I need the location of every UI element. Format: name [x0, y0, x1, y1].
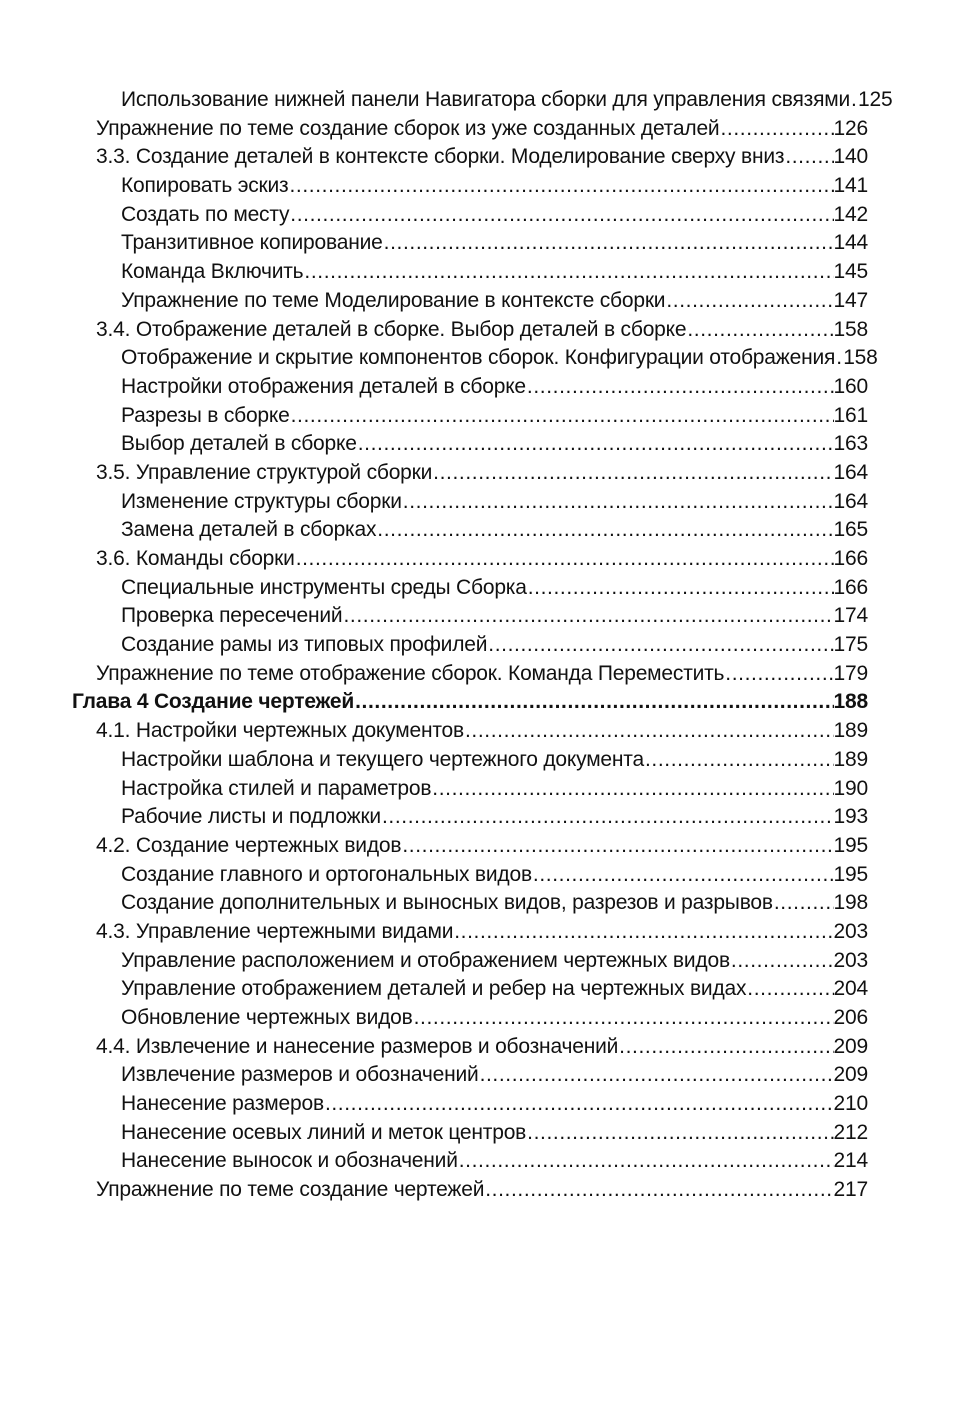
toc-subsection-entry — [0, 889, 868, 918]
toc-entry-page-number: 164 — [833, 460, 868, 484]
toc-dot-leader — [850, 86, 858, 115]
toc-dot-leader — [288, 172, 833, 201]
toc-entry-page-number: 193 — [833, 805, 868, 829]
toc-entry-title: Извлечение размеров и обозначений — [121, 1063, 479, 1087]
toc-entry-page-number: 204 — [833, 977, 868, 1001]
toc-subsection-entry — [0, 516, 868, 545]
toc-entry-page-number: 166 — [833, 547, 868, 570]
toc-entry-title: Упражнение по теме Моделирование в контексте сборки — [121, 288, 666, 312]
toc-dot-leader — [431, 775, 833, 804]
toc-entry-page-number: 166 — [833, 575, 868, 599]
toc-subsection-entry — [0, 201, 868, 230]
toc-entry-page-number: 158 — [833, 317, 868, 341]
toc-entry-title: Настройки шаблона и текущего чертежного документа — [121, 747, 644, 771]
toc-entry-title: Изменение структуры сборки — [121, 489, 402, 513]
toc-entry-title: Нанесение осевых линий и меток центров — [121, 1120, 527, 1144]
toc-entry-page-number: 163 — [833, 432, 868, 456]
toc-entry-title: 3.3. Создание деталей в контексте сборки. Моделирование сверху вниз — [96, 145, 785, 169]
toc-entry-title: Управление расположением и отображением чертежных видов — [121, 948, 730, 972]
toc-dot-leader — [730, 947, 834, 976]
toc-entry-title: Использование нижней панели Навигатора сборки для управления связями — [121, 88, 851, 111]
toc-dot-leader — [644, 746, 834, 775]
toc-dot-leader — [357, 430, 834, 459]
toc-entry-page-number: 195 — [833, 862, 868, 886]
toc-dot-leader — [413, 1004, 834, 1033]
toc-section-entry — [0, 1033, 868, 1062]
toc-entry-title: Упражнение по теме отображение сборок. Команда Переместить — [96, 661, 725, 685]
toc-subsection-entry — [0, 631, 868, 660]
toc-dot-leader — [484, 1176, 833, 1205]
toc-subsection-entry — [0, 430, 868, 459]
toc-subsection-entry — [0, 402, 868, 431]
toc-entry-page-number: 189 — [833, 719, 868, 743]
toc-entry-page-number: 209 — [833, 1034, 868, 1058]
toc-entry-page-number: 198 — [833, 891, 868, 915]
toc-entry-page-number: 165 — [833, 518, 868, 542]
toc-entry-title: 4.3. Управление чертежными видами — [96, 919, 454, 943]
toc-dot-leader — [383, 229, 834, 258]
toc-section-entry — [0, 918, 868, 947]
toc-subsection-entry — [0, 861, 868, 890]
toc-subsection-entry — [0, 172, 868, 201]
toc-entry-page-number: 175 — [833, 633, 868, 657]
toc-dot-leader — [532, 861, 834, 890]
toc-dot-leader — [432, 459, 833, 488]
toc-entry-title: Копировать эскиз — [121, 174, 289, 198]
toc-entry-page-number: 142 — [833, 202, 868, 226]
toc-entry-title: Упражнение по теме создание сборок из уже созданных деталей — [96, 116, 720, 140]
toc-entry-title: Настройки отображения деталей в сборке — [121, 374, 526, 398]
toc-entry-page-number: 174 — [833, 604, 868, 628]
toc-entry-page-number: 189 — [833, 747, 868, 771]
toc-subsection-entry — [0, 602, 868, 631]
toc-entry-page-number: 158 — [843, 346, 878, 370]
toc-dot-leader — [724, 660, 833, 689]
toc-entry-title: Создание главного и ортогональных видов — [121, 862, 532, 886]
toc-section-entry — [0, 316, 868, 345]
toc-subsection-entry — [0, 1004, 868, 1033]
toc-subsection-entry — [0, 1090, 868, 1119]
toc-dot-leader — [527, 574, 834, 603]
toc-entry-title: Создать по месту — [121, 202, 290, 226]
toc-chapter-entry — [0, 688, 868, 717]
toc-entry-page-number: 214 — [833, 1149, 868, 1173]
toc-entry-title: Настройка стилей и параметров — [121, 776, 432, 800]
toc-dot-leader — [719, 115, 833, 144]
toc-entry-title: Разрезы в сборке — [121, 403, 290, 427]
toc-dot-leader — [686, 316, 833, 345]
toc-dot-leader — [746, 975, 833, 1004]
toc-entry-title: Рабочие листы и подложки — [121, 805, 381, 829]
toc-entry-page-number: 144 — [833, 231, 868, 255]
toc-subsection-entry — [0, 488, 868, 517]
toc-dot-leader — [526, 373, 834, 402]
toc-entry-title: Обновление чертежных видов — [121, 1006, 413, 1029]
toc-dot-leader — [464, 717, 834, 746]
toc-dot-leader — [376, 516, 833, 545]
toc-entry-page-number: 203 — [833, 948, 868, 972]
toc-entry-title: Транзитивное копирование — [121, 231, 383, 255]
toc-section-entry — [0, 459, 868, 488]
toc-entry-title: 4.4. Извлечение и нанесение размеров и обозначений — [96, 1034, 619, 1058]
toc-entry-title: 4.2. Создание чертежных видов — [96, 833, 402, 857]
toc-subsection-entry — [0, 975, 868, 1004]
toc-entry-page-number: 125 — [858, 88, 893, 111]
toc-dot-leader — [665, 287, 833, 316]
toc-entry-title: Глава 4 Создание чертежей — [72, 690, 355, 714]
toc-subsection-entry — [0, 373, 868, 402]
toc-entry-page-number: 210 — [833, 1092, 868, 1116]
toc-dot-leader — [453, 918, 833, 947]
toc-entry-title: 3.4. Отображение деталей в сборке. Выбор деталей в сборке — [96, 317, 687, 341]
toc-entry-page-number: 140 — [833, 145, 868, 169]
toc-entry-title: Отображение и скрытие компонентов сборок. Конфигурации отображения — [121, 346, 836, 370]
toc-dot-leader — [303, 258, 833, 287]
toc-dot-leader — [458, 1147, 834, 1176]
toc-entry-title: Создание дополнительных и выносных видов, разрезов и разрывов — [121, 891, 773, 915]
toc-entry-title: 3.6. Команды сборки — [96, 547, 295, 570]
toc-entry-page-number: 217 — [833, 1178, 868, 1202]
toc-entry-page-number: 190 — [833, 776, 868, 800]
toc-dot-leader — [402, 488, 834, 517]
toc-subsection-entry — [0, 947, 868, 976]
toc-section-entry — [0, 717, 868, 746]
toc-entry-page-number: 179 — [833, 661, 868, 685]
toc-dot-leader — [618, 1033, 833, 1062]
toc-subsection-entry — [0, 258, 868, 287]
toc-entry-title: Создание рамы из типовых профилей — [121, 633, 488, 657]
toc-dot-leader — [342, 602, 833, 631]
toc-entry-title: Замена деталей в сборках — [121, 518, 377, 542]
toc-entry-page-number: 145 — [833, 260, 868, 284]
toc-entry-title: Нанесение размеров — [121, 1092, 324, 1116]
toc-subsection-entry — [0, 775, 868, 804]
toc-subsection-entry — [0, 86, 893, 115]
table-of-contents — [0, 86, 976, 1205]
toc-entry-page-number: 126 — [833, 116, 868, 140]
toc-entry-page-number: 164 — [833, 489, 868, 513]
toc-entry-page-number: 141 — [833, 174, 868, 198]
toc-entry-title: Нанесение выносок и обозначений — [121, 1149, 458, 1173]
toc-section-entry — [0, 660, 868, 689]
toc-entry-title: Выбор деталей в сборке — [121, 432, 357, 456]
toc-dot-leader — [479, 1061, 834, 1090]
toc-entry-page-number: 160 — [833, 374, 868, 398]
toc-entry-title: Управление отображением деталей и ребер на чертежных видах — [121, 977, 747, 1001]
toc-dot-leader — [295, 545, 834, 574]
toc-section-entry — [0, 143, 868, 172]
toc-dot-leader — [773, 889, 834, 918]
toc-subsection-entry — [0, 1061, 868, 1090]
toc-subsection-entry — [0, 1119, 868, 1148]
toc-dot-leader — [784, 143, 833, 172]
toc-subsection-entry — [0, 1147, 868, 1176]
toc-dot-leader — [354, 688, 833, 717]
toc-dot-leader — [290, 402, 834, 431]
toc-entry-page-number: 206 — [833, 1006, 868, 1029]
toc-dot-leader — [289, 201, 833, 230]
toc-entry-title: Команда Включить — [121, 260, 304, 284]
toc-entry-title: Упражнение по теме создание чертежей — [96, 1178, 485, 1202]
toc-entry-page-number: 147 — [833, 288, 868, 312]
toc-section-entry — [0, 832, 868, 861]
toc-section-entry — [0, 545, 868, 574]
toc-subsection-entry — [0, 287, 868, 316]
toc-dot-leader — [324, 1090, 834, 1119]
toc-dot-leader — [526, 1119, 833, 1148]
toc-entry-page-number: 161 — [833, 403, 868, 427]
toc-dot-leader — [835, 344, 843, 373]
toc-entry-page-number: 188 — [833, 690, 868, 714]
toc-entry-page-number: 209 — [833, 1063, 868, 1087]
toc-dot-leader — [381, 803, 834, 832]
toc-dot-leader — [487, 631, 833, 660]
toc-subsection-entry — [0, 574, 868, 603]
toc-entry-page-number: 195 — [833, 833, 868, 857]
toc-entry-page-number: 203 — [833, 919, 868, 943]
toc-section-entry — [0, 1176, 868, 1205]
toc-section-entry — [0, 115, 868, 144]
toc-dot-leader — [401, 832, 833, 861]
toc-entry-title: Специальные инструменты среды Сборка — [121, 575, 527, 599]
toc-subsection-entry — [0, 229, 868, 258]
toc-entry-page-number: 212 — [833, 1120, 868, 1144]
toc-entry-title: 3.5. Управление структурой сборки — [96, 460, 433, 484]
toc-subsection-entry — [0, 746, 868, 775]
toc-subsection-entry — [0, 803, 868, 832]
toc-subsection-entry — [0, 344, 878, 373]
toc-entry-title: Проверка пересечений — [121, 604, 343, 628]
toc-entry-title: 4.1. Настройки чертежных документов — [96, 719, 464, 743]
